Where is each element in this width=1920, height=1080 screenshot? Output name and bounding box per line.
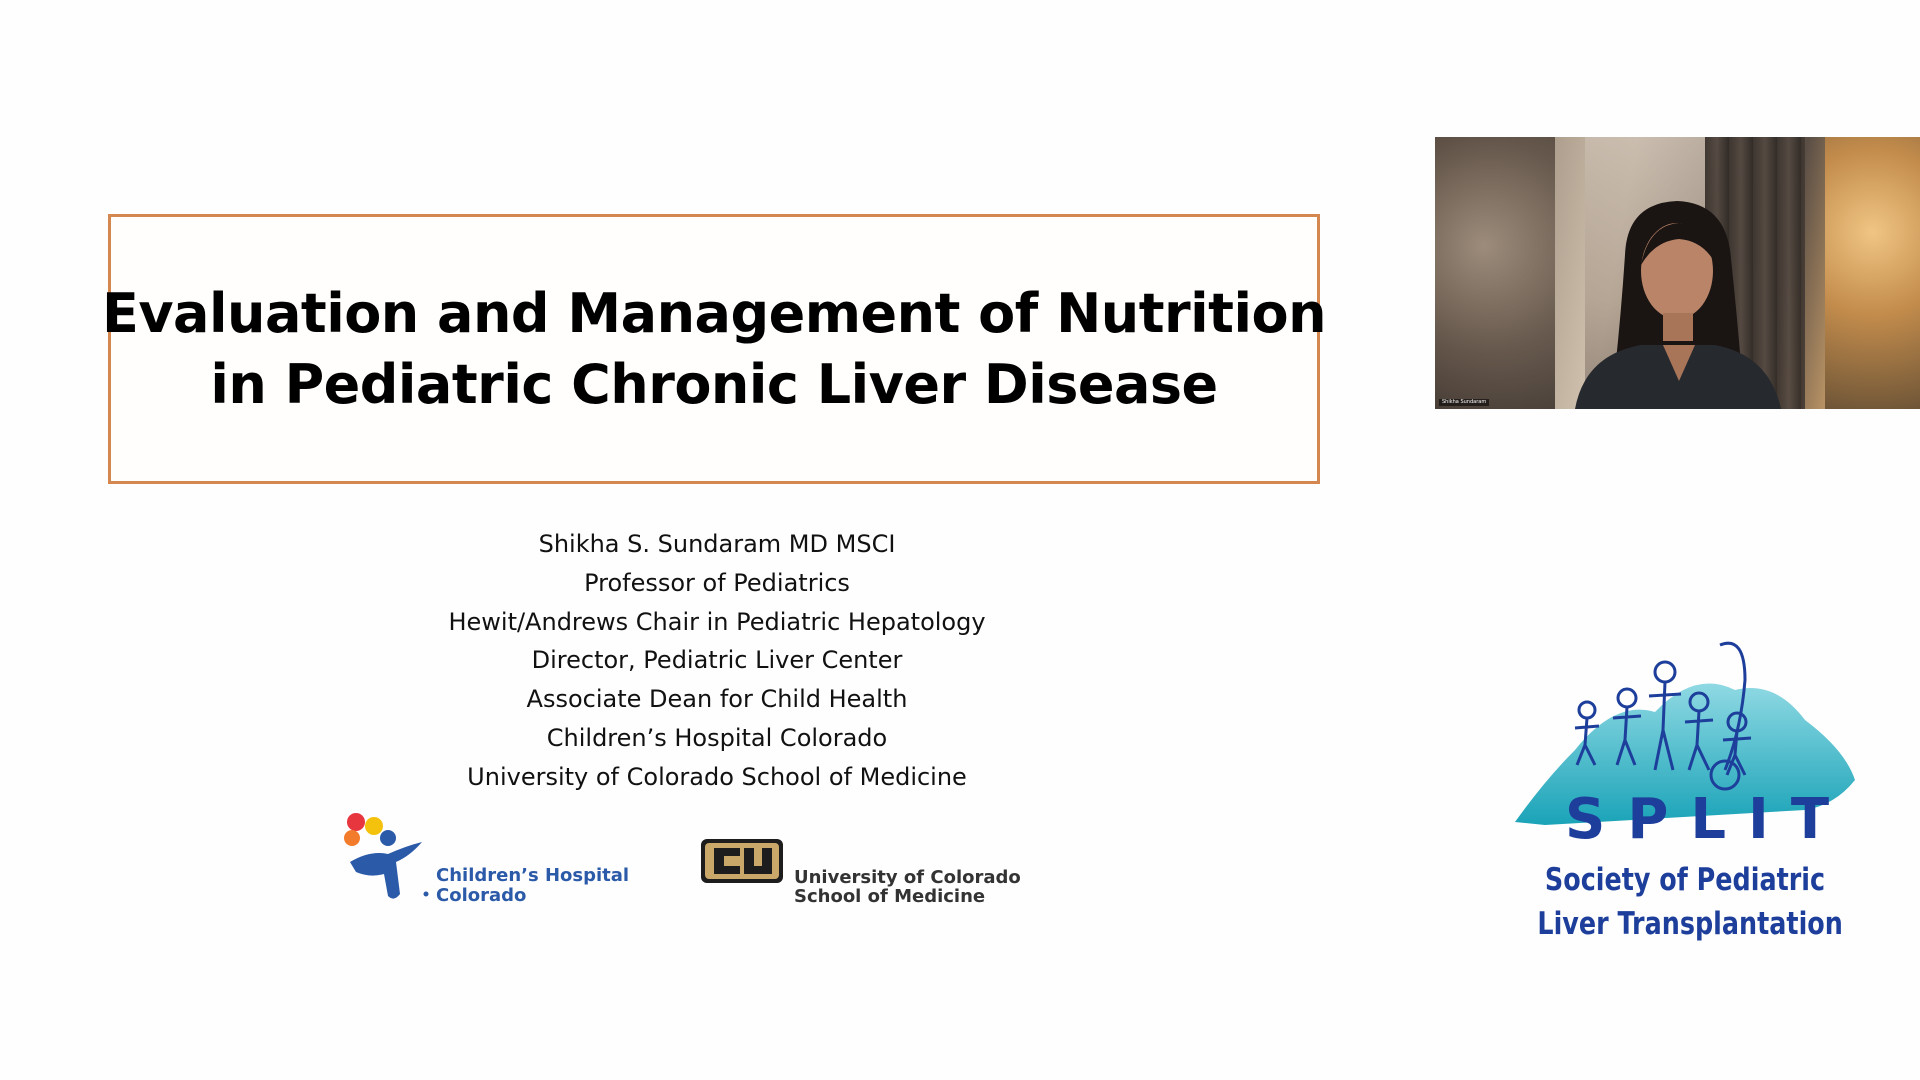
split-line-1: Society of Pediatric <box>1544 862 1826 898</box>
cu-mark-icon <box>700 838 784 886</box>
cu-wordmark <box>794 868 1021 906</box>
split-acronym: SPLIT <box>1565 787 1852 852</box>
childrens-hospital-logo <box>340 812 680 912</box>
speaker-avatar <box>1555 195 1795 409</box>
author-dean: Associate Dean for Child Health <box>526 685 908 714</box>
participant-name-label: Shikha Sundaram <box>1439 399 1489 406</box>
split-line-2: Liver Transplantation <box>1537 906 1843 942</box>
slide-title-line-2: in Pediatric Chronic Liver Disease <box>210 353 1218 416</box>
speaker-video-tile[interactable] <box>1435 137 1920 409</box>
cu-line-2: School of Medicine <box>794 886 986 907</box>
author-title: Professor of Pediatrics <box>584 568 850 597</box>
author-chair: Hewit/Andrews Chair in Pediatric Hepatology <box>448 607 986 636</box>
author-university: University of Colorado School of Medicine <box>467 762 967 791</box>
chc-line-2: Colorado <box>436 885 527 906</box>
title-box <box>101 214 1327 484</box>
author-name: Shikha S. Sundaram MD MSCI <box>538 530 896 558</box>
cu-line-1: University of Colorado <box>794 867 1021 888</box>
childrens-hospital-wordmark <box>436 866 629 906</box>
slide-title-line-1: Evaluation and Management of Nutrition <box>101 282 1327 345</box>
author-director: Director, Pediatric Liver Center <box>531 646 903 675</box>
video-background-left <box>1435 137 1555 409</box>
video-background-lamp <box>1825 137 1920 409</box>
author-hospital: Children’s Hospital Colorado <box>546 723 888 752</box>
split-full-name <box>1537 858 1843 946</box>
split-logo <box>1505 630 1865 950</box>
chc-line-1: Children’s Hospital <box>436 865 630 886</box>
childrens-hospital-mark-icon <box>340 812 440 912</box>
author-info <box>317 525 1117 797</box>
cu-medicine-logo <box>700 838 1080 908</box>
